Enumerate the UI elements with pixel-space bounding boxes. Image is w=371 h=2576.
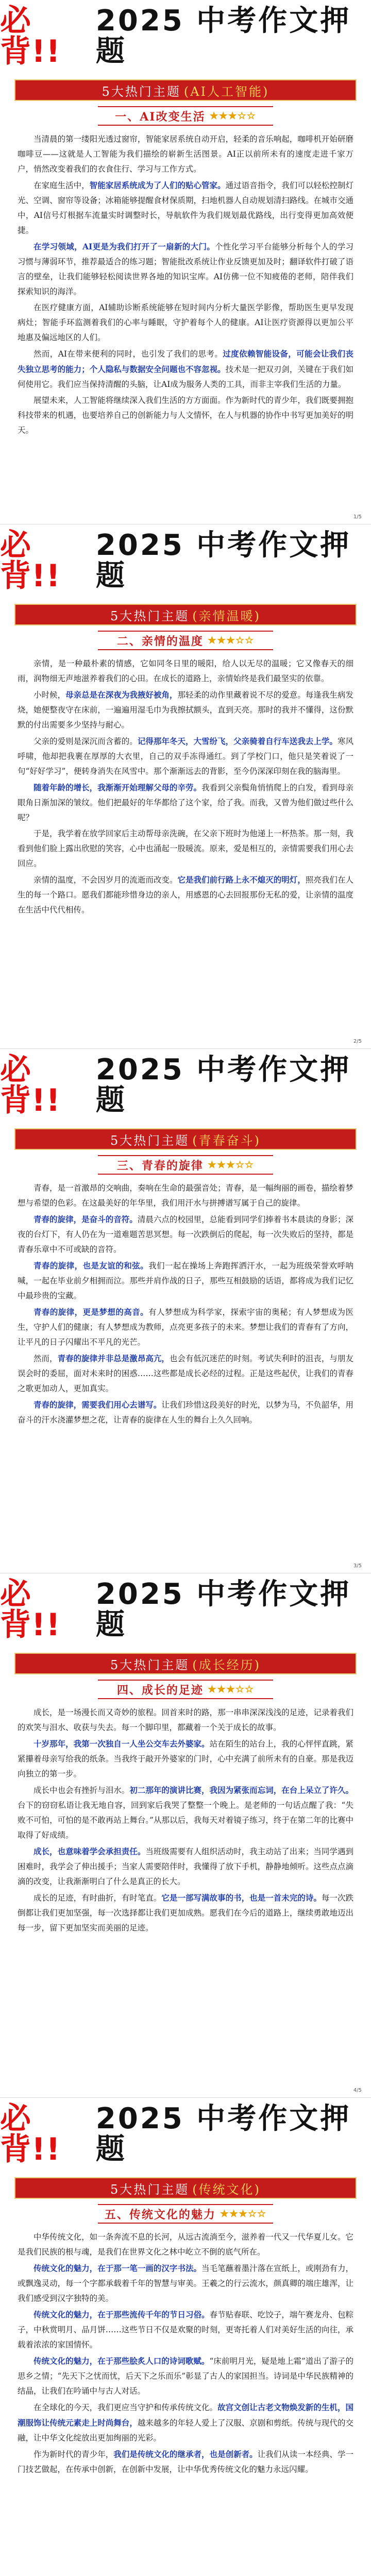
essay-text: 站在陌生的站台上，我的心怦怦直跳，紧紧攥着母亲写给我的纸条。当我终于敲开外婆家的门时，心中充满了前所未有的自豪。那是我迈向独立的第一步。 [18, 1739, 353, 1778]
essay-text: 然而， [33, 1354, 58, 1363]
essay-paragraph [18, 1783, 353, 1843]
highlighted-sentence: 智能家居系统成为了人们的贴心管家。 [89, 180, 226, 190]
section-title [98, 1680, 273, 1699]
page-header [0, 2098, 371, 2165]
essay-text: 成长中也会有挫折与泪水。 [33, 1786, 130, 1795]
essay-text: 春节贴春联、吃饺子，端午赛龙舟、包粽子，中秋赏明月、品月饼……这些节日不仅是欢聚的时刻，更寄托着人们对美好生活的向往，承载着浓浓的家国情怀。 [18, 2310, 353, 2349]
essay-paragraph [18, 1304, 353, 1350]
essay-paragraph [18, 734, 353, 779]
essay-text: 有人梦想成为科学家，探索宇宙的奥秘；有人梦想成为医生，守护人们的健康；有人梦想成为教师，点亮更多孩子的未来。梦想让我们的青春有了方向，让平凡的日子闪耀出不平凡的光芒。 [18, 1308, 353, 1347]
star-rating-icon: ★★★☆☆ [209, 110, 256, 122]
highlighted-sentence: 它是一部写满故事的书，也是一首未完的诗。 [161, 1893, 322, 1903]
page-number: 2/5 [353, 1039, 362, 1044]
section-title [98, 2204, 273, 2224]
page-headline: 2025 中考作文押题 [95, 1578, 351, 1642]
essay-paragraph [18, 872, 353, 918]
star-rating-icon: ★★★☆☆ [220, 2208, 267, 2219]
essay-text: 通过语音指令，我们可以轻松控制灯光、空调、窗帘等设备；冰箱能够提醒食材保质期，扫地机器人自动规划清扫路线。在城市交通中，AI信号灯根据车流量实时调整时长，导航软件为我们规划最优路线，出行变得更加高效便捷。 [18, 181, 353, 235]
topic-name: (青春奋斗) [192, 1133, 261, 1148]
essay-text: 当清晨的第一缕阳光透过窗帘，智能家居系统自动开启，轻柔的音乐响起，咖啡机开始研磨咖啡豆——这就是人工智能为我们描绘的崭新生活图景。AI正以前所未有的速度走进千家万户，悄然改变着我们的衣食住行、学习与工作方式。 [18, 134, 353, 174]
topic-prefix: 5大热门主题 [110, 1133, 190, 1148]
essay-paragraph [18, 300, 353, 345]
essay-paragraph [18, 239, 353, 299]
page-header [0, 524, 371, 594]
essay-paragraph [18, 2400, 353, 2446]
essay-paragraph [18, 2353, 353, 2399]
essay-paragraph [18, 2261, 353, 2306]
essay-paragraph [18, 780, 353, 825]
topic-banner [14, 1653, 357, 1674]
essay-text: 越来越多的年轻人爱上了汉服、京剧和剪纸。传统与现代的交融，让中华文化绽放出更加绚丽的光彩。 [18, 2418, 353, 2443]
page-number: 4/5 [353, 2088, 362, 2093]
essay-text: 然而，AI在带来便利的同时，也引发了我们的思考。 [33, 349, 223, 359]
essay-text: 父亲的爱则是深沉而含蓄的。 [33, 737, 138, 746]
section-title-text: 一、AI改变生活 [115, 110, 206, 124]
highlighted-sentence: 青春的旋律，需要我们用心去谱写。 [33, 1400, 162, 1410]
star-rating-icon: ★★★☆☆ [207, 635, 255, 646]
essay-text: 每一次跌倒都让我们更加坚强，每一次选择都让我们更加成熟。愿我们在今后的道路上，继续勇敢地迈出每一步，留下更加坚实而美丽的足迹。 [18, 1893, 353, 1933]
star-rating-icon: ★★★☆☆ [207, 1159, 255, 1171]
document-page [0, 524, 371, 1049]
essay-text: 在医疗健康方面，AI辅助诊断系统能够在短时间内分析大量医学影像，帮助医生更早发现病灶；智能手环监测着我们的心率与睡眠，守护着每个人的健康。AI让医疗资源得以更加公平地惠及偏远地区的人们。 [18, 303, 353, 342]
document-page [0, 0, 371, 524]
essay-paragraph [18, 656, 353, 686]
essay-paragraph [18, 2307, 353, 2352]
essay-text: 寒风呼啸，他却把我裹在厚厚的大衣里，自己的双手冻得通红。到了学校门口，他只是笑着说了一句“好好学习”，便转身消失在风雪中。那个渐渐远去的背影，至今仍深深印刻在我的脑海里。 [18, 737, 353, 776]
highlighted-sentence: 传统文化的魅力，在于那些流传千年的节日习俗。 [33, 2310, 210, 2319]
essay-paragraph [18, 1890, 353, 1936]
highlighted-sentence: 记得那年冬天，大雪纷飞，父亲骑着自行车送我去上学。 [137, 736, 338, 746]
essay-text: 技术是一把双刃剑，关键在于我们如何使用它。我们应当保持清醒的头脑，让AI成为服务人类的工具，而非主宰我们生活的力量。 [18, 365, 353, 389]
topic-name: (AI人工智能) [183, 84, 269, 99]
topic-prefix: 5大热门主题 [110, 2182, 190, 2197]
essay-paragraph [18, 1258, 353, 1303]
essay-paragraph [18, 1736, 353, 1782]
must-memorize-label: 必背!! [0, 1052, 61, 1118]
essay-text: 亲情，是一种最朴素的情感，它如同冬日里的暖阳，给人以无尽的温暖；它又像春天的细雨，润物细无声地滋养着我们的心田。在成长的道路上，亲情始终是我们最坚实的依靠。 [18, 659, 353, 683]
must-memorize-label: 必背!! [0, 1576, 61, 1643]
document-page [0, 2098, 371, 2576]
essay-text: 小时候， [33, 690, 66, 700]
highlighted-sentence: 故宫文创让古老文物焕发新的生机，国潮服饰让传统元素走上时尚舞台， [18, 2402, 353, 2428]
highlighted-sentence: 青春的旋律并非总是激昂高亢， [57, 1353, 170, 1363]
essay-text: 在全球化的今天，我们更应当守护和传承传统文化。 [33, 2403, 218, 2412]
section-title-text: 二、亲情的温度 [116, 634, 204, 648]
essay-text: 作为新时代的青少年， [33, 2450, 114, 2459]
highlighted-sentence: 成长，也意味着学会承担责任。 [33, 1846, 146, 1856]
essay-text: 亲情的温度，不会因岁月的流逝而改变。 [33, 875, 178, 885]
essay-text: 成长的足迹，有时曲折，有时笔直。 [33, 1893, 162, 1903]
highlighted-sentence: 我们是传统文化的继承者，也是创新者。 [113, 2449, 258, 2459]
essay-text: 成长，是一场漫长而又奇妙的旅程。回首来时的路，那一串串深深浅浅的足迹，记录着我们的欢笑与泪水、收获与失去。每一个脚印里，都藏着一个关于成长的故事。 [18, 1708, 353, 1732]
essay-paragraph [18, 178, 353, 238]
topic-banner [14, 79, 357, 101]
essay-text: 让我们从读一本经典、学一门技艺做起，在传承中创新，在创新中发展，让中华优秀传统文化的魅力永远闪耀。 [18, 2450, 353, 2474]
essay-paragraph [18, 2230, 353, 2260]
essay-text: 中华传统文化，如一条奔流不息的长河，从远古流淌至今，滋养着一代又一代华夏儿女。它是我们民族的根与魂，是我们在世界文化之林中屹立不倒的底气所在。 [18, 2232, 353, 2257]
page-header [0, 0, 371, 70]
essay-text: 照亮我们在人生的每一个路口。愿我们都能珍惜身边的亲人，用感恩的心去回报那份无私的爱，让亲情的温度在生活中代代相传。 [18, 875, 353, 914]
page-header [0, 1049, 371, 1116]
highlighted-sentence: 十岁那年，我第一次独自一人坐公交车去外婆家。 [33, 1739, 210, 1749]
essay-paragraph [18, 826, 353, 871]
essay-body [18, 656, 353, 918]
page-headline: 2025 中考作文押题 [95, 529, 351, 593]
highlighted-sentence: 在学习领域，AI更是为我们打开了一扇新的大门。 [33, 242, 215, 251]
essay-paragraph [18, 1844, 353, 1889]
page-header [0, 1573, 371, 1643]
page-headline: 2025 中考作文押题 [95, 2102, 351, 2166]
topic-banner [14, 604, 357, 625]
page-headline: 2025 中考作文押题 [95, 4, 351, 69]
highlighted-sentence: 初二那年的演讲比赛，我因为紧张而忘词，在台上呆立了许久。 [129, 1785, 353, 1795]
essay-text: 当班级需要有人组织活动时，我主动站了出来；当同学遇到困难时，我学会了伸出援手；当家人需要陪伴时，我懂得了放下手机，静静地倾听。这些点点滴滴的改变，让我渐渐明白了什么是真正的长大。 [18, 1847, 353, 1886]
essay-body [18, 1705, 353, 1936]
essay-text: 那轻柔的动作里藏着说不尽的爱意。每逢我生病发烧，她便整夜守在床前，一遍遍用湿毛巾为我擦拭额头，直到天亮。那时的我并不懂得，这份默默的付出需要多少坚持与耐心。 [18, 690, 353, 730]
essay-body [18, 132, 353, 438]
essay-text: 让我们珍惜这段美好的时光，以梦为马，不负韶华，用奋斗的汗水浇灌梦想之花，让青春的旋律在人生的舞台上久久回响。 [18, 1400, 353, 1425]
essay-body [18, 1181, 353, 1428]
topic-prefix: 5大热门主题 [102, 84, 181, 99]
page-headline: 2025 中考作文押题 [95, 1053, 351, 1117]
topic-name: (亲情温暖) [192, 608, 261, 623]
page-number: 1/5 [353, 514, 362, 520]
essay-paragraph [18, 1351, 353, 1396]
section-title-text: 五、传统文化的魅力 [104, 2208, 216, 2222]
highlighted-sentence: 青春的旋律，也是友谊的和弦。 [33, 1261, 149, 1270]
highlighted-sentence: 母亲总是在深夜为我掖好被角， [65, 690, 178, 700]
must-memorize-label: 必背!! [0, 527, 61, 594]
highlighted-sentence: 过度依赖智能设备，可能会让我们丧失独立思考的能力；个人隐私与数据安全问题也不容忽视。 [18, 349, 353, 374]
essay-paragraph [18, 1181, 353, 1211]
topic-name: (成长经历) [192, 1657, 261, 1672]
topic-banner [14, 1128, 357, 1150]
highlighted-sentence: 传统文化的魅力，在于那些脍炙人口的诗词歌赋。 [33, 2356, 210, 2366]
topic-name: (传统文化) [192, 2182, 261, 2197]
highlighted-sentence: 它是我们前行路上永不熄灭的明灯， [177, 875, 306, 885]
essay-paragraph [18, 1212, 353, 1257]
essay-text: 青春，是一首激昂的交响曲，奏响在生命的最强音处；青春，是一幅绚丽的画卷，描绘着梦想与希望的色彩。在这最美好的年华里，我们用汗水与拼搏谱写属于自己的旋律。 [18, 1183, 353, 1208]
essay-paragraph [18, 2447, 353, 2477]
essay-text: 也会有低沉迷茫的时刻。考试失利时的沮丧，与朋友误会时的委屈，面对未来时的困惑……这些都是成长必经的过程。正是这些起伏，让我们的青春之歌更加动人，更加真实。 [18, 1354, 353, 1393]
essay-text: 于是，我学着在放学回家后主动帮母亲洗碗，在父亲下班时为他递上一杯热茶。那一刻，我看到他们脸上露出欣慰的笑容，心中也涌起一股暖流。原来，爱是相互的，亲情需要我们用心去回应。 [18, 829, 353, 868]
highlighted-sentence: 青春的旋律，是奋斗的音符。 [33, 1214, 138, 1224]
must-memorize-label: 必背!! [0, 2100, 61, 2167]
essay-text: 清晨六点的校园里，总能看到同学们捧着书本晨读的身影；深夜的台灯下，有人仍在为一道难题苦思冥想。每一次跌倒后的爬起，每一次失败后的坚持，都是青春乐章中不可或缺的音符。 [18, 1215, 353, 1254]
section-title-text: 三、青春的旋律 [116, 1159, 204, 1173]
section-title [98, 106, 273, 126]
document-page [0, 1573, 371, 2098]
essay-text: 个性化学习平台能够分析每个人的学习习惯与薄弱环节，推荐最适合的练习题；智能批改系统让作业反馈更加及时；翻译软件打破了语言的壁垒，让我们能够轻松阅读世界各地的知识宝库。AI仿佛一位不知疲倦的老师，陪伴我们探索知识的海洋。 [18, 242, 353, 296]
essay-text: 我们一起在操场上奔跑挥洒汗水，一起为班级荣誉欢呼呐喊，一起在毕业前夕相拥而泣。那些并肩作战的日子，那些互相鼓励的话语，都将成为我们记忆中最珍贵的宝藏。 [18, 1261, 353, 1300]
must-memorize-label: 必背!! [0, 3, 61, 70]
highlighted-sentence: 随着年龄的增长，我渐渐开始理解父母的辛劳。 [33, 783, 202, 792]
document-page [0, 1049, 371, 1573]
topic-prefix: 5大热门主题 [110, 608, 190, 623]
star-rating-icon: ★★★☆☆ [207, 1684, 255, 1695]
essay-text: 我看到父亲鬓角悄悄爬上的白发，看到母亲眼角日渐加深的皱纹。他们把最好的年华都给了这个家，给了我。而我，又曾为他们做过些什么呢？ [18, 783, 353, 822]
essay-paragraph [18, 132, 353, 177]
topic-prefix: 5大热门主题 [110, 1657, 190, 1672]
essay-text: 展望未来，人工智能将继续深入我们生活的方方面面。作为新时代的青少年，我们既要拥抱科技带来的机遇，也要培养自己的创新能力与人文情怀，在人与机器的协作中书写更加美好的明天。 [18, 396, 353, 435]
section-title [98, 1155, 273, 1175]
section-title [98, 631, 273, 650]
essay-paragraph [18, 1705, 353, 1735]
essay-body [18, 2230, 353, 2477]
essay-text: 台下的窃窃私语让我无地自容，回到家后我哭了整整一个晚上。是老师的一句话点醒了我：“失败不可怕，可怕的是不敢再站上舞台。”从那以后，我每天对着镜子练习，终于在第二年的比赛中取得了好成绩。 [18, 1801, 353, 1840]
essay-text: 当毛笔蘸着墨汁落在宣纸上，或刚劲有力，或飘逸灵动，每一个字都承载着千年的智慧与审美。王羲之的行云流水，颜真卿的端庄雄浑，让我们感受到汉字独特的美。 [18, 2264, 353, 2303]
essay-paragraph [18, 687, 353, 733]
highlighted-sentence: 传统文化的魅力，在于那一笔一画的汉字书法。 [33, 2263, 202, 2273]
section-title-text: 四、成长的足迹 [116, 1683, 204, 1697]
topic-banner [14, 2177, 357, 2199]
essay-paragraph [18, 346, 353, 392]
essay-text: “床前明月光，疑是地上霜”道出了游子的思乡之情；“先天下之忧而忧，后天下之乐而乐”彰显了古人的家国担当。诗词是中华民族精神的结晶，让我们在吟诵中与古人对话。 [18, 2357, 353, 2396]
essay-paragraph [18, 1397, 353, 1428]
essay-paragraph [18, 393, 353, 438]
highlighted-sentence: 青春的旋律，更是梦想的高音。 [33, 1307, 149, 1317]
page-number: 3/5 [353, 1563, 362, 1569]
essay-text: 在家庭生活中， [33, 181, 90, 190]
